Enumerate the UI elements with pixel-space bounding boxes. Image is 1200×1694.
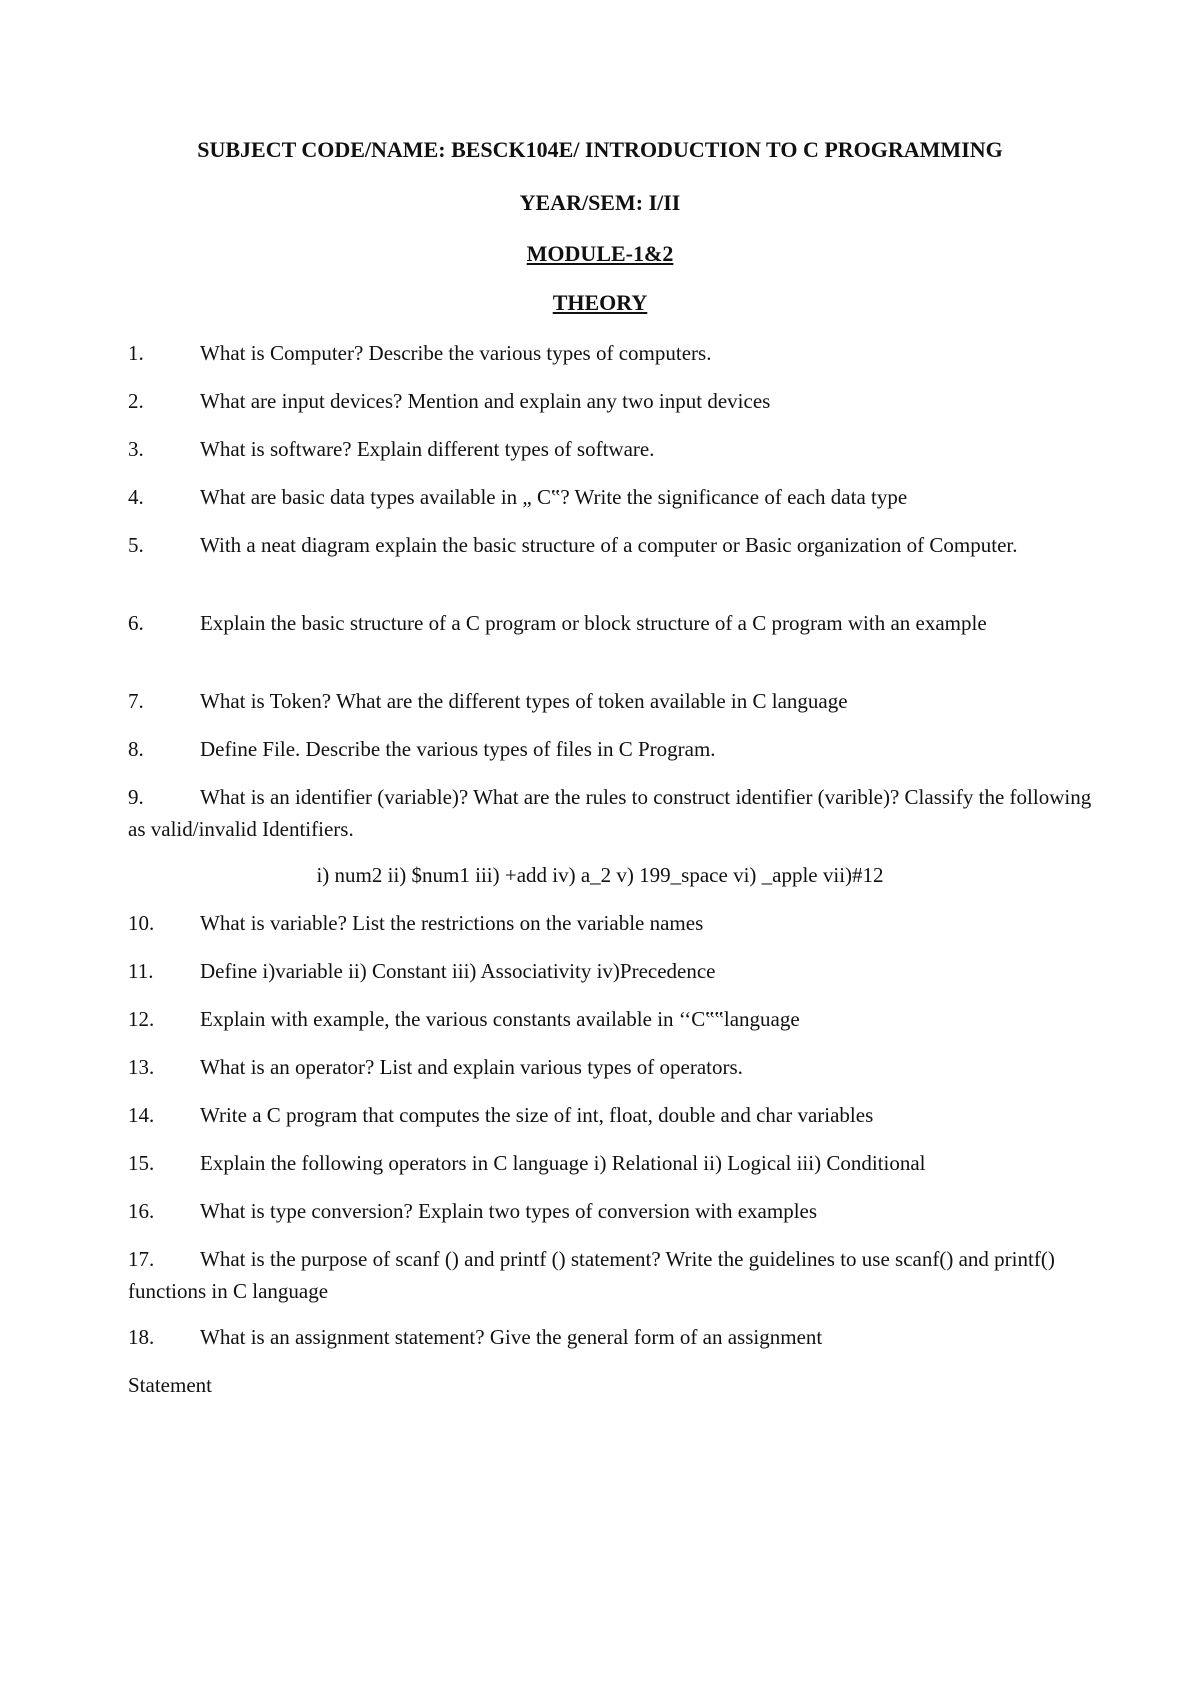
question-number: 7. <box>128 689 144 713</box>
question-text: Explain the following operators in C language i) Relational ii) Logical iii) Conditional <box>200 1151 926 1175</box>
question-number: 13. <box>128 1055 155 1079</box>
question-item <box>128 685 1108 717</box>
question-number: 9. <box>128 785 144 809</box>
question-number: 10. <box>128 911 155 935</box>
question-item <box>128 1099 1108 1131</box>
question-text: What is variable? List the restrictions on the variable names <box>200 911 704 935</box>
question-item <box>128 733 1108 765</box>
section-heading: THEORY <box>552 290 648 315</box>
question-number: 18. <box>128 1325 155 1349</box>
question-number: 6. <box>128 611 144 635</box>
question-item <box>128 1003 1108 1035</box>
question-item <box>128 607 1108 639</box>
question-text: Define File. Describe the various types of files in C Program. <box>200 737 716 761</box>
question-item <box>128 529 1108 561</box>
question-number: 4. <box>128 485 144 509</box>
question-number: 15. <box>128 1151 155 1175</box>
question-text: What are basic data types available in „ C‟? Write the significance of each data type <box>200 485 908 509</box>
identifier-list: i) num2 ii) $num1 iii) +add iv) a_2 v) 199_space vi) _apple vii)#12 <box>316 863 884 887</box>
question-item <box>128 433 1108 465</box>
question-item <box>128 337 1108 369</box>
question-number: 11. <box>128 959 154 983</box>
continuation-text: Statement <box>128 1373 212 1397</box>
question-text: What is an identifier (variable)? What are the rules to construct identifier (varible)? Classify the following as valid/invalid Identifiers. <box>128 785 1092 841</box>
question-text: What is type conversion? Explain two types of conversion with examples <box>200 1199 818 1223</box>
module-heading: MODULE-1&2 <box>526 241 674 266</box>
question-number: 12. <box>128 1007 155 1031</box>
question-item <box>128 1147 1108 1179</box>
question-item <box>128 907 1108 939</box>
question-item <box>128 385 1108 417</box>
question-text: Explain the basic structure of a C program or block structure of a C program with an example <box>200 611 987 635</box>
question-item <box>128 1321 1108 1353</box>
question-text: Explain with example, the various constants available in ‘‘C‟‟language <box>200 1007 800 1031</box>
question-number: 14. <box>128 1103 155 1127</box>
question-text: What is Computer? Describe the various types of computers. <box>200 341 712 365</box>
question-number: 17. <box>128 1247 155 1271</box>
question-item <box>128 1243 1108 1307</box>
question-text: What is software? Explain different types of software. <box>200 437 655 461</box>
year-sem-heading: YEAR/SEM: I/II <box>519 190 681 215</box>
question-number: 5. <box>128 533 144 557</box>
question-text: What is the purpose of scanf () and printf () statement? Write the guidelines to use scanf() and printf() functions in C language <box>128 1247 1055 1303</box>
question-number: 2. <box>128 389 144 413</box>
question-text: What is Token? What are the different types of token available in C language <box>200 689 848 713</box>
question-text: With a neat diagram explain the basic structure of a computer or Basic organization of Computer. <box>200 533 1018 557</box>
question-text: What are input devices? Mention and explain any two input devices <box>200 389 771 413</box>
question-text: Define i)variable ii) Constant iii) Associativity iv)Precedence <box>200 959 716 983</box>
question-item <box>128 1051 1108 1083</box>
question-number: 8. <box>128 737 144 761</box>
question-number: 3. <box>128 437 144 461</box>
question-text: Write a C program that computes the size of int, float, double and char variables <box>200 1103 874 1127</box>
question-item <box>128 781 1108 845</box>
subject-heading: SUBJECT CODE/NAME: BESCK104E/ INTRODUCTION TO C PROGRAMMING <box>197 137 1003 162</box>
question-text: What is an operator? List and explain various types of operators. <box>200 1055 743 1079</box>
question-item <box>128 1195 1108 1227</box>
question-text: What is an assignment statement? Give the general form of an assignment <box>200 1325 823 1349</box>
question-item <box>128 955 1108 987</box>
question-number: 1. <box>128 341 144 365</box>
question-number: 16. <box>128 1199 155 1223</box>
question-item <box>128 481 1108 513</box>
